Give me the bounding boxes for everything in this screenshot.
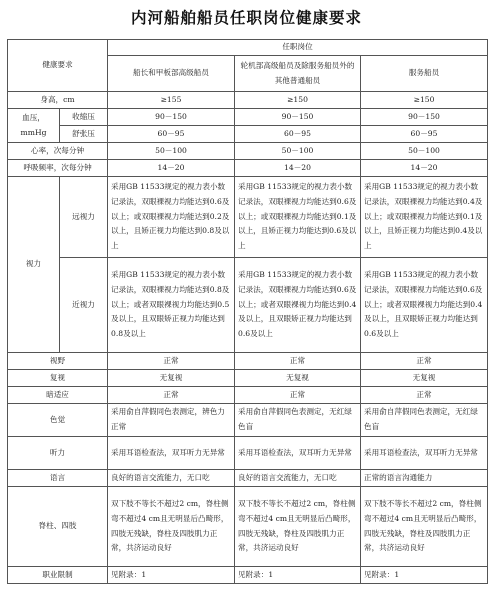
systolic-value-service: 90－150 — [361, 109, 488, 126]
table-row — [8, 470, 488, 487]
table-row — [8, 258, 488, 353]
diplopia-deck: 无复视 — [108, 370, 235, 387]
systolic-value-deck: 90－150 — [108, 109, 235, 126]
restriction-deck: 见附录：1 — [108, 567, 235, 584]
restriction-engine: 见附录：1 — [235, 567, 361, 584]
far-vision-service: 采用GB 11533规定的视力表小数记录法，双眼裸视力均能达到0.4及以上；或双眼裸视力均能达到0.1及以上，且矫正视力均能达到0.4及以上 — [361, 177, 488, 258]
diastolic-label: 舒张压 — [60, 126, 108, 143]
post-group-header: 任职岗位 — [108, 40, 488, 56]
hearing-service: 采用耳语检查法，双耳听力无异常 — [361, 437, 488, 470]
table-row — [8, 160, 488, 177]
health-req-header: 健康要求 — [8, 40, 108, 92]
heart-rate-value-service: 50－100 — [361, 143, 488, 160]
near-vision-label: 近视力 — [60, 258, 108, 353]
diplopia-service: 无复视 — [361, 370, 488, 387]
vision-label: 视力 — [8, 177, 60, 353]
resp-value-deck: 14－20 — [108, 160, 235, 177]
restriction-label: 职业限制 — [8, 567, 108, 584]
hearing-label: 听力 — [8, 437, 108, 470]
post-header-deck: 船长和甲板部高级船员 — [108, 56, 235, 92]
diplopia-label: 复视 — [8, 370, 108, 387]
resp-value-service: 14－20 — [361, 160, 488, 177]
table-row — [8, 177, 488, 258]
table-row — [8, 567, 488, 584]
resp-value-engine: 14－20 — [235, 160, 361, 177]
speech-deck: 良好的语言交流能力，无口吃 — [108, 470, 235, 487]
table-row — [8, 353, 488, 370]
diastolic-value-service: 60－95 — [361, 126, 488, 143]
heart-rate-value-engine: 50－100 — [235, 143, 361, 160]
diplopia-engine: 无复视 — [235, 370, 361, 387]
systolic-label: 收缩压 — [60, 109, 108, 126]
table-row — [8, 370, 488, 387]
far-vision-engine: 采用GB 11533规定的视力表小数记录法，双眼裸视力均能达到0.6及以上；或双眼裸视力均能达到0.1及以上，且矫正视力均能达到0.6及以上 — [235, 177, 361, 258]
spine-limbs-engine: 双下肢不等长不超过2 cm，脊柱侧弯不超过4 cm且无明显后凸畸形，四肢无残缺，脊柱及四肢肌力正常，共济运动良好 — [235, 487, 361, 567]
far-vision-deck: 采用GB 11533规定的视力表小数记录法，双眼裸视力均能达到0.6及以上；或双眼裸视力均能达到0.2及以上，且矫正视力均能达到0.8及以上 — [108, 177, 235, 258]
post-header-service: 服务船员 — [361, 56, 488, 92]
diastolic-value-deck: 60－95 — [108, 126, 235, 143]
visual-field-label: 视野 — [8, 353, 108, 370]
table-row — [8, 437, 488, 470]
color-vision-deck: 采用俞自萍假同色表测定，辨色力正常 — [108, 404, 235, 437]
speech-service: 正常的语言沟通能力 — [361, 470, 488, 487]
dark-adapt-deck: 正常 — [108, 387, 235, 404]
table-row — [8, 404, 488, 437]
visual-field-engine: 正常 — [235, 353, 361, 370]
dark-adapt-engine: 正常 — [235, 387, 361, 404]
page-title: 内河船舶船员任职岗位健康要求 — [130, 9, 362, 27]
bp-label: 血压，mmHg — [8, 109, 60, 143]
restriction-service: 见附录：1 — [361, 567, 488, 584]
table-row — [8, 387, 488, 404]
speech-engine: 良好的语言交流能力，无口吃 — [235, 470, 361, 487]
systolic-value-engine: 90－150 — [235, 109, 361, 126]
spine-limbs-label: 脊柱、四肢 — [8, 487, 108, 567]
height-label: 身高，cm — [8, 92, 108, 109]
height-value-service: ≥150 — [361, 92, 488, 109]
diastolic-value-engine: 60－95 — [235, 126, 361, 143]
table-row — [8, 92, 488, 109]
table-row — [8, 143, 488, 160]
hearing-engine: 采用耳语检查法，双耳听力无异常 — [235, 437, 361, 470]
post-header-engine: 轮机部高级船员及除服务船员外的其他普通船员 — [235, 56, 361, 92]
spine-limbs-deck: 双下肢不等长不超过2 cm，脊柱侧弯不超过4 cm且无明显后凸畸形，四肢无残缺，脊柱及四肢肌力正常，共济运动良好 — [108, 487, 235, 567]
dark-adapt-service: 正常 — [361, 387, 488, 404]
visual-field-deck: 正常 — [108, 353, 235, 370]
near-vision-service: 采用GB 11533规定的视力表小数记录法，双眼裸视力均能达到0.6及以上；或者双眼裸视力均能达到0.4及以上，且双眼矫正视力均能达到0.6及以上 — [361, 258, 488, 353]
far-vision-label: 远视力 — [60, 177, 108, 258]
color-vision-service: 采用俞自萍假同色表测定，无红绿色盲 — [361, 404, 488, 437]
color-vision-label: 色觉 — [8, 404, 108, 437]
near-vision-engine: 采用GB 11533规定的视力表小数记录法，双眼裸视力均能达到0.6及以上；或者双眼裸视力均能达到0.4及以上，且双眼矫正视力均能达到0.6及以上 — [235, 258, 361, 353]
table-row — [8, 487, 488, 567]
table-row — [8, 126, 488, 143]
height-value-deck: ≥155 — [108, 92, 235, 109]
visual-field-service: 正常 — [361, 353, 488, 370]
resp-label: 呼吸频率，次每分钟 — [8, 160, 108, 177]
heart-rate-value-deck: 50－100 — [108, 143, 235, 160]
hearing-deck: 采用耳语检查法，双耳听力无异常 — [108, 437, 235, 470]
spine-limbs-service: 双下肢不等长不超过2 cm，脊柱侧弯不超过4 cm且无明显后凸畸形，四肢无残缺，脊柱及四肢肌力正常，共济运动良好 — [361, 487, 488, 567]
color-vision-engine: 采用俞自萍假同色表测定，无红绿色盲 — [235, 404, 361, 437]
speech-label: 语言 — [8, 470, 108, 487]
health-requirements-table — [7, 39, 488, 584]
table-row — [8, 109, 488, 126]
table-header-row — [8, 40, 488, 56]
height-value-engine: ≥150 — [235, 92, 361, 109]
dark-adapt-label: 暗适应 — [8, 387, 108, 404]
near-vision-deck: 采用GB 11533规定的视力表小数记录法，双眼裸视力均能达到0.8及以上；或者双眼裸视力均能达到0.5及以上，且双眼矫正视力均能达到0.8及以上 — [108, 258, 235, 353]
heart-rate-label: 心率，次每分钟 — [8, 143, 108, 160]
